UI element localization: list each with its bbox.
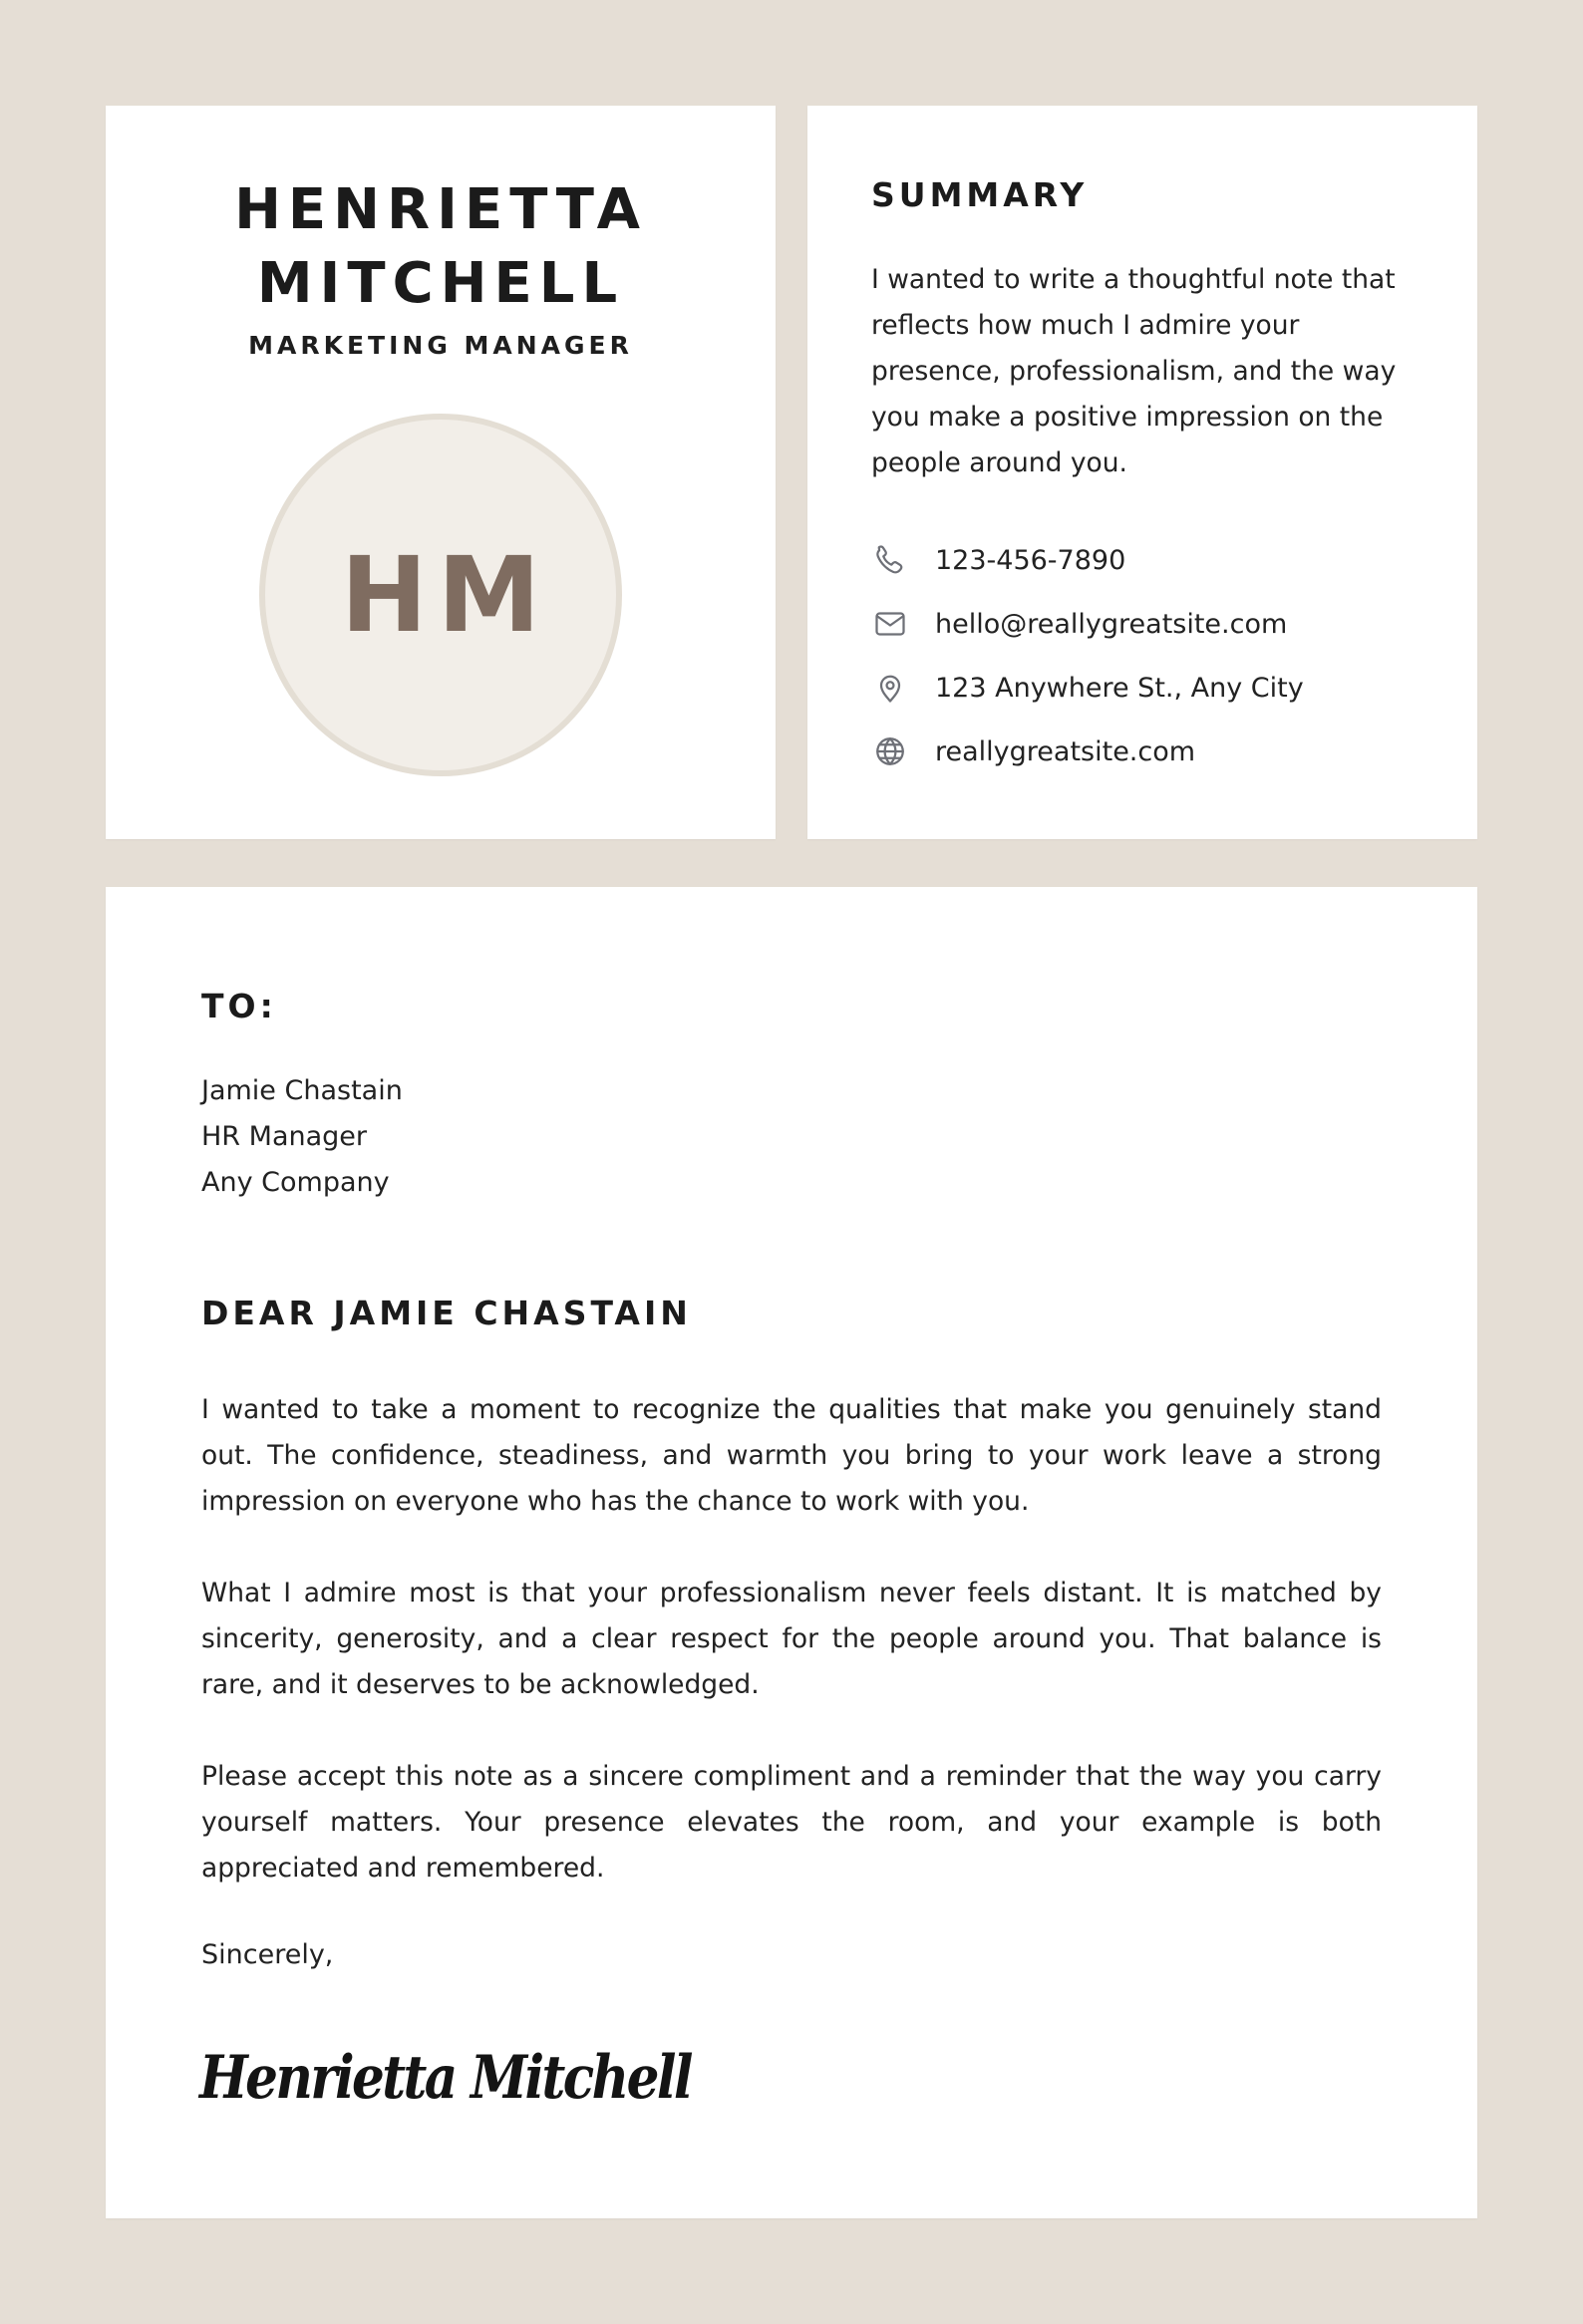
summary-heading: SUMMARY (871, 175, 1089, 214)
contact-website (871, 720, 1449, 783)
profile-card (106, 106, 776, 839)
paragraph-1: I wanted to take a moment to recognize the qualities that make you genuinely stand out. The confidence, steadiness, and warmth you bring to your work leave a strong impression on everyone who has the chance to work with you. (201, 1394, 1382, 1517)
recipient-name: Jamie Chastain (201, 1075, 403, 1106)
paragraph-3: Please accept this note as a sincere compliment and a reminder that the way you carry yourself matters. Your presence elevates the room, and your example is both appreciated and remembered. (201, 1761, 1382, 1884)
monogram-initials: HM (340, 534, 551, 656)
contact-email (871, 592, 1449, 656)
contact-address (871, 656, 1449, 720)
contact-phone (871, 528, 1449, 592)
phone-number[interactable]: 123-456-7890 (935, 544, 1126, 576)
monogram-avatar (259, 414, 622, 776)
letter-body (201, 1387, 1382, 1937)
summary-card (807, 106, 1477, 839)
recipient-block (201, 1068, 403, 1206)
phone-icon (871, 541, 909, 579)
street-address: 123 Anywhere St., Any City (935, 672, 1304, 704)
mail-icon (871, 605, 909, 643)
last-name: MITCHELL (256, 251, 625, 316)
contact-list (871, 528, 1449, 783)
closing: Sincerely, (201, 1939, 334, 1970)
email-address[interactable]: hello@reallygreatsite.com (935, 608, 1288, 640)
to-heading: TO: (201, 987, 277, 1025)
job-title: MARKETING MANAGER (248, 331, 633, 360)
recipient-title: HR Manager (201, 1121, 367, 1152)
location-pin-icon (871, 669, 909, 707)
globe-icon (871, 732, 909, 770)
recipient-company: Any Company (201, 1167, 390, 1198)
salutation: DEAR JAMIE CHASTAIN (201, 1294, 692, 1332)
first-name: HENRIETTA (234, 177, 647, 242)
paragraph-2: What I admire most is that your professionalism never feels distant. It is matched by sincerity, generosity, and a clear respect for the people around you. That balance is rare, and it deserves to be acknowledged. (201, 1578, 1382, 1700)
website-url[interactable]: reallygreatsite.com (935, 735, 1196, 767)
signature: Henrietta Mitchell (199, 2043, 691, 2113)
summary-text: I wanted to write a thoughtful note that reflects how much I admire your presence, professionalism, and the way you make a positive impression on the people around you. (871, 264, 1397, 478)
full-name (106, 173, 776, 321)
letter-card (106, 887, 1477, 2218)
